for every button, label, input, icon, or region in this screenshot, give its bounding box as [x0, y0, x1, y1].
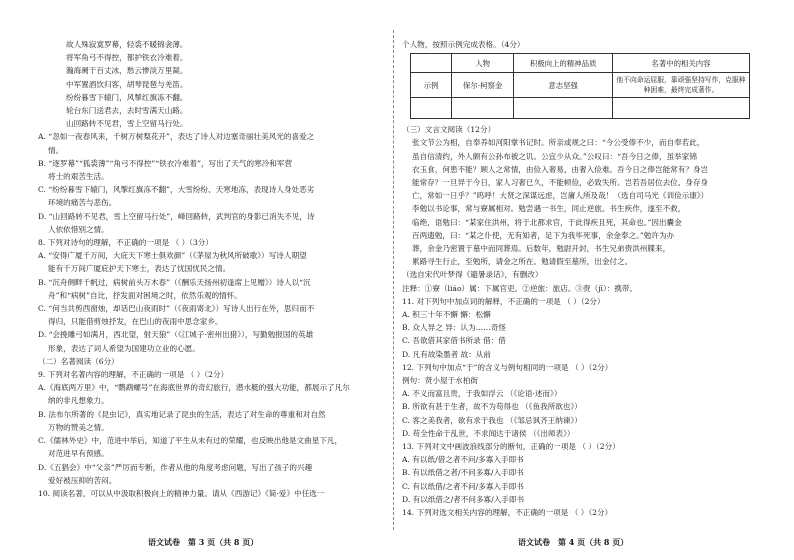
left-line: 情。: [48, 145, 64, 155]
right-line: D. 凡有故染墨者 故：从前: [402, 349, 491, 359]
right-line: C. 有以纸借/之者不问/多寡入手即书: [402, 481, 524, 491]
table-blank-person[interactable]: [452, 98, 514, 119]
right-line: 张文节公为相，自奉养如河阳掌书记时。所亲或规之曰：“今公受俸不少，而自奉若此，: [412, 138, 705, 148]
right-page: [402, 38, 754, 519]
left-line: （二）名著阅读（6分）: [38, 356, 119, 366]
table-example-content: 他不向命运屈服，靠顽强坚持写作，克服种种困难，最终完成著作。: [613, 73, 750, 98]
right-line: 李勉以书论事，常与寮属相对。勉尝遇一书生，同止逆旅。书生疾作，遂至不救，: [412, 204, 686, 214]
left-line: 爱好被压抑的苦闷。: [48, 475, 117, 485]
right-line: 注释：①寮（liáo）属：下属官吏。②逆旅：旅店。③赍（jī）：携带。: [402, 283, 638, 293]
left-line: D. “会挽雕弓如满月，西北望，射天狼”（《江城子·密州出猎》），写勤勉报国的英雄: [38, 330, 314, 340]
right-line: B. 众人异之 异：认为……奇怪: [402, 323, 506, 333]
right-line: D. 有以纸借之/者不问多寡/入手即书: [402, 494, 525, 504]
right-content: [402, 123, 754, 519]
right-line: C. 吾欲借其家借书所录 借：借: [402, 336, 506, 346]
left-line: C. “何当共剪西窗烛，却话巴山夜雨时”（《夜雨寄北》）写诗人出行在外，思归而不: [38, 304, 315, 314]
q10-continued: 个人物，按照示例完成表格。（4分）: [402, 40, 525, 49]
left-line: 故人殊寂寞罗幕，轻裘不暖锦衾薄。: [66, 40, 188, 49]
left-line: D.《五猖会》中“父亲”严厉而专断，作者从他的角度考虑问题，写出了孩子的兴趣: [38, 462, 313, 472]
right-line: 衣玉食，何患不能？顾人之常情，由俭入奢易，由奢入俭难。吾今日之俸岂能常有？身岂: [412, 164, 709, 174]
right-line: 葬，余金乃密置于墓中而同葬焉。后数年，勉尉开封，书生兄弟赍洪州牒来，: [412, 244, 671, 254]
left-line: 得归，只能借剪烛抒发，在巴山的夜雨中思念家乡。: [48, 317, 223, 327]
left-line: 形象，表达了词人希望为国建功立业的心愿。: [48, 343, 200, 353]
right-line: 14. 下列对选文相关内容的理解，不正确的一项是 （ ）（2分）: [402, 508, 613, 518]
table-blank-content[interactable]: [613, 98, 750, 119]
right-line: B. 有以纸借之者/不问多寡/入手即书: [402, 468, 524, 478]
left-line: 舟”和“病树”自比，抒发面对困境之时，依然乐观的情怀。: [48, 290, 242, 300]
table-corner: [411, 54, 452, 73]
left-line: D. “山回路转不见君，雪上空留马行处”，峰回路转，武判官的身影已消失不见，诗: [38, 211, 315, 221]
page-divider: [393, 30, 394, 530]
left-line: 中军置酒饮归客，胡琴琵琶与羌笛。: [66, 79, 188, 89]
left-line: B. 法布尔所著的《昆虫记》，真实地记录了昆虫的生活，表达了对生命的尊重和对自然: [38, 409, 326, 419]
right-line: A. 有以纸/借之者不问/多寡入手即书: [402, 455, 524, 465]
table-header-quality: 积极向上的精神品质: [514, 54, 613, 73]
left-line: 纳的非凡想象力。: [48, 396, 109, 406]
right-line: 12. 下列句中加点“于”的含义与例句相同的一项是 （ ）（2分）: [402, 362, 613, 372]
right-line: A. 不义而富且贵，于我如浮云 （《论语·述而》）: [402, 389, 562, 399]
left-line: 瀚海阑干百丈冰，愁云惨淡万里凝。: [66, 66, 188, 76]
left-line: A. “忽如一夜春风来，千树万树梨花开”，表达了诗人对边塞奇丽壮美风光的喜爱之: [38, 132, 315, 142]
table-blank-label: [411, 98, 452, 119]
left-line: 纷纷暮雪下辕门，风掣红旗冻不翻。: [66, 92, 188, 102]
right-line: （选自宋代叶梦得《避暑录话》，有删改）: [402, 270, 543, 280]
right-line: B. 所欲有甚于生者，故不为苟得也 （《鱼我所欲也》）: [402, 402, 582, 412]
left-line: C.《儒林外史》中，范进中举后，知道了平生从未有过的荣耀，也反映出他是文曲星下凡，: [38, 436, 343, 446]
table-example-person: 保尔·柯察金: [452, 73, 514, 98]
left-line: 轮台东门送君去，去时雪满天山路。: [66, 106, 188, 116]
left-line: 将士的艰苦生活。: [48, 172, 109, 182]
table-header-content: 名著中的相关内容: [613, 54, 750, 73]
left-line: 对范进早有预感。: [48, 449, 109, 459]
left-line: 将军角弓不得控，都护铁衣冷难着。: [66, 53, 188, 63]
right-line: 虽自信清约，外人颇有公孙布被之讥。公宜少从众。”公叹曰：“吾今日之俸，虽举家锦: [412, 151, 697, 161]
left-page: [38, 38, 383, 500]
table-example-quality: 意志坚强: [514, 73, 613, 98]
left-line: 10. 阅读名著，可以从中汲取积极向上的精神力量。请从《西游记》《简·爱》中任选一: [38, 488, 325, 498]
right-line: （三）文言文阅读（12分）: [402, 125, 496, 135]
left-line: A.《海底两万里》中，“鹦鹉螺号”在海底世界的奇幻旅行，潜水艇的强大功能，都展示了凡尔: [38, 383, 350, 393]
left-line: 山回路转不见君，雪上空留马行处。: [66, 119, 188, 129]
right-line: 13. 下列对文中画波浪线部分的断句，正确的一项是 （ ）（2分）: [402, 442, 620, 452]
right-line: 11. 对下列句中加点词的解释，不正确的一项是 （ ）（2分）: [402, 296, 605, 306]
footer-right: 语文试卷 第 4 页（共 8 页）: [518, 537, 629, 547]
table-header-person: 人物: [452, 54, 514, 73]
left-line: A. “安得广厦千万间，大庇天下寒士俱欢颜”（《茅屋为秋风所破歌》）写诗人期望: [38, 251, 307, 261]
left-line: 9. 下列对名著内容的理解，不正确的一项是 （ ）（2分）: [38, 370, 229, 380]
footer-left: 语文试卷 第 3 页（共 8 页）: [148, 537, 259, 547]
q10-table: [410, 53, 750, 119]
right-line: 能常存？一旦异于今日，家人习奢已久，不能顿俭，必致失所。岂若吾居位去位、身存身: [412, 178, 709, 188]
left-line: 万物的赞美之情。: [48, 422, 109, 432]
table-example-label: 示例: [411, 73, 452, 98]
right-line: 累路寻生行止，至勉所，请金之所在。勉请假至墓所，出金付之。: [412, 257, 633, 267]
left-line: B. “沉舟侧畔千帆过，病树前头万木春”（《酬乐天扬州初逢席上见赠》）诗人以“沉: [38, 277, 311, 287]
right-line: D. 苟全性命于乱世，不求闻达于诸侯 （《出师表》）: [402, 428, 575, 438]
right-line: 亡，常如一日乎？”呜呼！大贤之深谋远虑，岂庸人所及哉！（选自司马光《训俭示康》）: [412, 191, 709, 201]
right-line: 百两遗勉，曰：“某之仆使，无有知者，足下为我毕死事，余金奉之。”勉许为办: [412, 230, 675, 240]
right-line: A. 积三十年不懈 懈：松懈: [402, 310, 491, 320]
right-line: 例句：贤小屋于水柏街: [402, 376, 478, 386]
left-line: 环境的痛苦与悲伤。: [48, 198, 117, 208]
left-line: 8. 下列对诗句的理解，不正确的一项是 （ ）（3分）: [38, 238, 213, 248]
left-line: 能有千万间广厦庇护天下寒士，表达了忧国忧民之情。: [48, 264, 231, 274]
left-line: 人依依惜别之情。: [48, 224, 109, 234]
right-line: 临绝，语勉曰：“某家住洪州，将于北都求官，于此得疾且死，其命也。”因出囊金: [412, 217, 682, 227]
right-line: C. 客之美我者，欲有求于我也 （《邹忌讽齐王纳谏》）: [402, 415, 582, 425]
left-line: C. “纷纷暮雪下辕门，风掣红旗冻不翻”，大雪纷纷、天寒地冻，表现诗人身处恶劣: [38, 185, 315, 195]
table-blank-quality[interactable]: [514, 98, 613, 119]
left-line: B. “逐罗幕”“狐裘薄”“角弓不得控”“铁衣冷难着”，写出了天气的寒冷和军营: [38, 158, 293, 168]
